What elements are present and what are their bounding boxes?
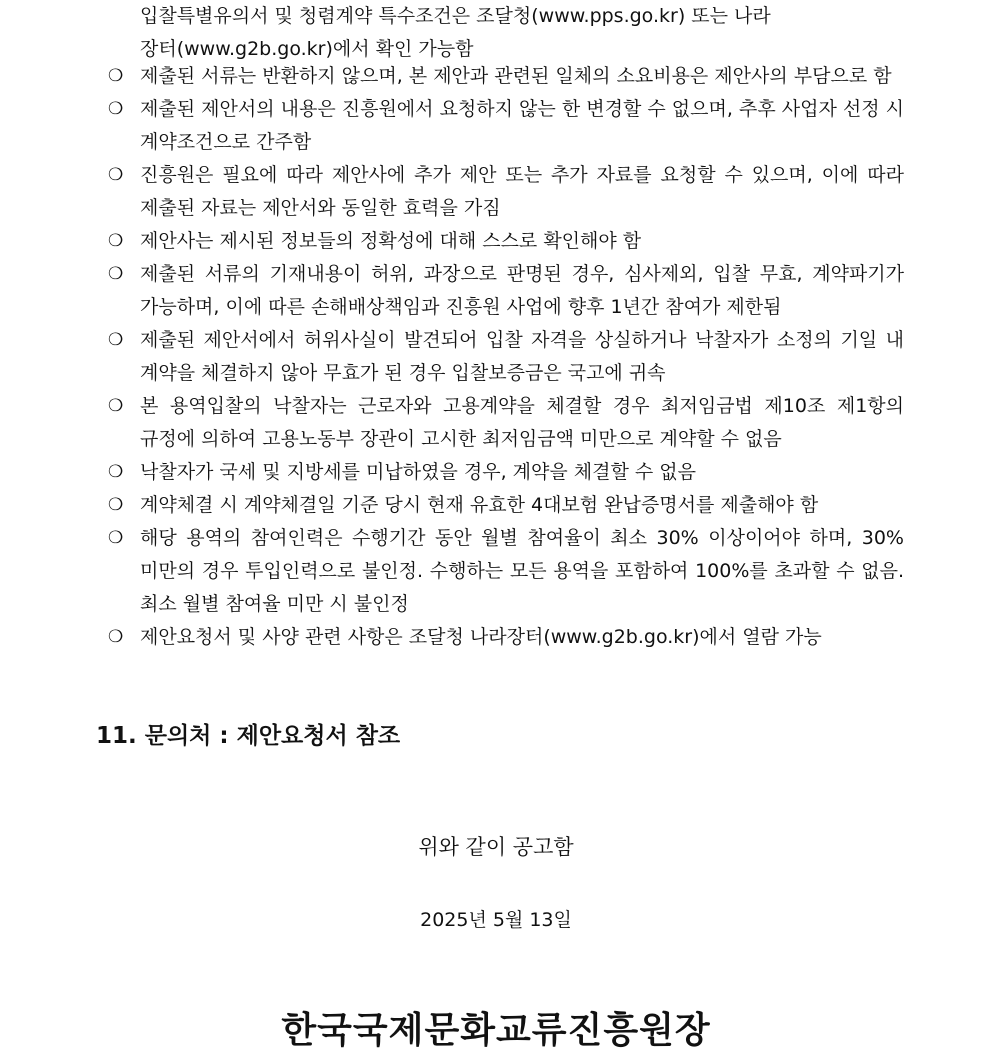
circle-bullet-icon: ❍ [108, 462, 124, 482]
list-item-text: 제출된 서류는 반환하지 않으며, 본 제안과 관련된 일체의 소요비용은 제안사의 부담으로 함 [140, 65, 892, 87]
list-item [104, 489, 904, 522]
circle-bullet-icon: ❍ [108, 627, 124, 647]
list-item [104, 390, 904, 456]
list-item [104, 456, 904, 489]
list-item [104, 522, 904, 621]
issuer-signature: 한국국제문화교류진흥원장 [281, 1010, 711, 1051]
announcement-date: 2025년 5월 13일 [420, 909, 572, 931]
list-item [104, 159, 904, 225]
list-item-text: 낙찰자가 국세 및 지방세를 미납하였을 경우, 계약을 체결할 수 없음 [140, 461, 696, 483]
list-item-text: 제출된 서류의 기재내용이 허위, 과장으로 판명된 경우, 심사제외, 입찰 무효, 계약파기가 가능하며, 이에 따른 손해배상책임과 진흥원 사업에 향후 1년간 참여가 제한됨 [140, 263, 904, 318]
circle-bullet-icon: ❍ [108, 264, 124, 284]
lead-paragraph-line-1: 입찰특별유의서 및 청렴계약 특수조건은 조달청(www.pps.go.kr) 또는 나라 [140, 5, 771, 27]
list-item-text: 제출된 제안서에서 허위사실이 발견되어 입찰 자격을 상실하거나 낙찰자가 소정의 기일 내 계약을 체결하지 않아 무효가 된 경우 입찰보증금은 국고에 귀속 [140, 329, 904, 384]
lead-paragraph-line-2: 장터(www.g2b.go.kr)에서 확인 가능함 [140, 38, 474, 60]
list-item [104, 93, 904, 159]
list-item [104, 621, 904, 654]
notice-bullet-list [104, 60, 904, 654]
circle-bullet-icon: ❍ [108, 66, 124, 86]
list-item-text: 제출된 제안서의 내용은 진흥원에서 요청하지 않는 한 변경할 수 없으며, 추후 사업자 선정 시 계약조건으로 간주함 [140, 98, 904, 153]
list-item [104, 324, 904, 390]
list-item-text: 계약체결 시 계약체결일 기준 당시 현재 유효한 4대보험 완납증명서를 제출해야 함 [140, 494, 819, 516]
list-item-text: 해당 용역의 참여인력은 수행기간 동안 월별 참여율이 최소 30% 이상이어야 하며, 30% 미만의 경우 투입인력으로 불인정. 수행하는 모든 용역을 포함하여 100%를 초과할 수 없음. 최소 월별 참여율 미만 시 불인정 [140, 527, 904, 615]
circle-bullet-icon: ❍ [108, 165, 124, 185]
circle-bullet-icon: ❍ [108, 99, 124, 119]
list-item-text: 진흥원은 필요에 따라 제안사에 추가 제안 또는 추가 자료를 요청할 수 있으며, 이에 따라 제출된 자료는 제안서와 동일한 효력을 가짐 [140, 164, 904, 219]
circle-bullet-icon: ❍ [108, 495, 124, 515]
section-heading-contact: 11. 문의처 : 제안요청서 참조 [96, 723, 401, 749]
closing-statement: 위와 같이 공고함 [418, 835, 574, 859]
circle-bullet-icon: ❍ [108, 330, 124, 350]
list-item-text: 본 용역입찰의 낙찰자는 근로자와 고용계약을 체결할 경우 최저임금법 제10조 제1항의 규정에 의하여 고용노동부 장관이 고시한 최저임금액 미만으로 계약할 수 없음 [140, 395, 904, 450]
list-item [104, 225, 904, 258]
list-item-text: 제안요청서 및 사양 관련 사항은 조달청 나라장터(www.g2b.go.kr)에서 열람 가능 [140, 626, 822, 648]
circle-bullet-icon: ❍ [108, 528, 124, 548]
circle-bullet-icon: ❍ [108, 231, 124, 251]
circle-bullet-icon: ❍ [108, 396, 124, 416]
list-item-text: 제안사는 제시된 정보들의 정확성에 대해 스스로 확인해야 함 [140, 230, 642, 252]
list-item [104, 258, 904, 324]
list-item [104, 60, 904, 93]
